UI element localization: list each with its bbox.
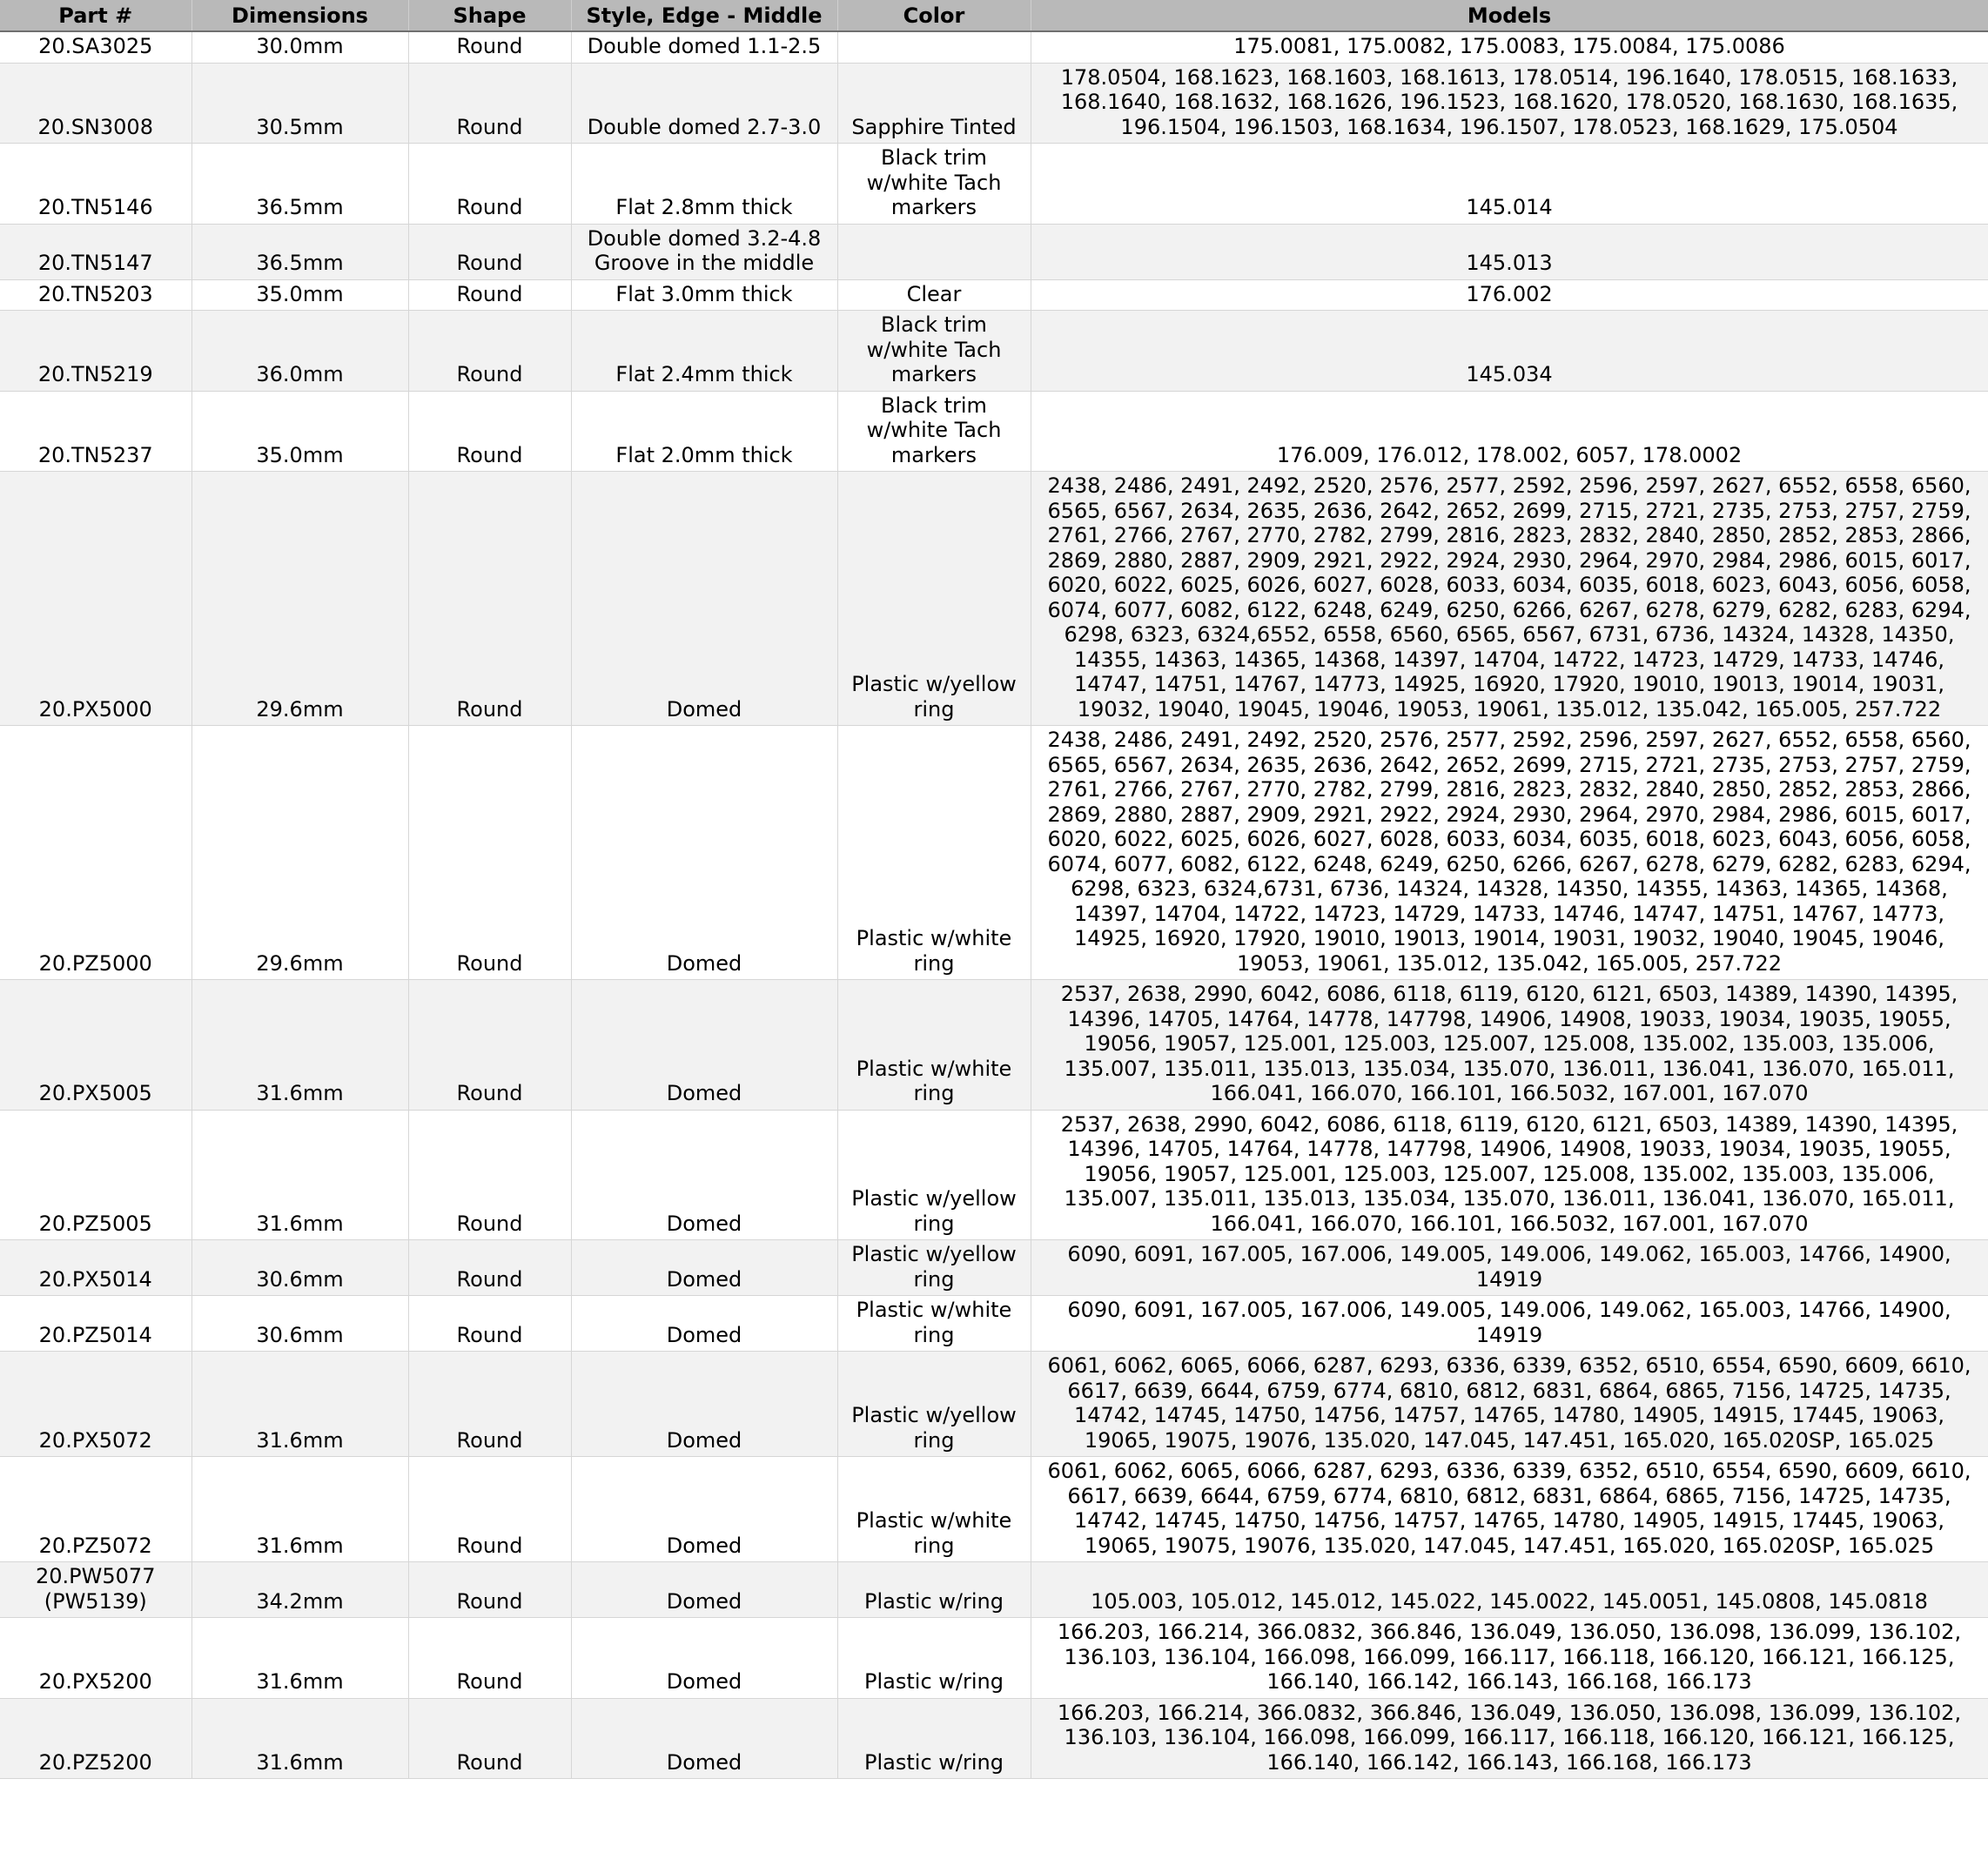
cell-style: Domed xyxy=(571,1562,837,1618)
table-row xyxy=(0,1698,1988,1779)
cell-models: 6061, 6062, 6065, 6066, 6287, 6293, 6336, 6339, 6352, 6510, 6554, 6590, 6609, 6610, 6617, 6639, 6644, 6759, 6774, 6810, 6812, 6831, 6864, 6865, 7156, 14725, 14735, 14742, 14745, 14750, 14756, 14757, 14765, 14780, 14905, 14915, 17445, 19063, 19065, 19075, 19076, 135.020, 147.045, 147.451, 165.020, 165.020SP, 165.025 xyxy=(1031,1352,1988,1457)
cell-style: Flat 2.8mm thick xyxy=(571,144,837,225)
cell-dimensions: 31.6mm xyxy=(191,1698,408,1779)
cell-shape: Round xyxy=(408,472,571,726)
cell-shape: Round xyxy=(408,1562,571,1618)
cell-style: Domed xyxy=(571,472,837,726)
table-row xyxy=(0,31,1988,63)
cell-style: Domed xyxy=(571,1110,837,1240)
cell-models: 166.203, 166.214, 366.0832, 366.846, 136.049, 136.050, 136.098, 136.099, 136.102, 136.103, 136.104, 166.098, 166.099, 166.117, 166.118, 166.120, 166.121, 166.125, 166.140, 166.142, 166.143, 166.168, 166.173 xyxy=(1031,1698,1988,1779)
cell-shape: Round xyxy=(408,63,571,144)
cell-models: 2537, 2638, 2990, 6042, 6086, 6118, 6119, 6120, 6121, 6503, 14389, 14390, 14395, 14396, 14705, 14764, 14778, 147798, 14906, 14908, 19033, 19034, 19035, 19055, 19056, 19057, 125.001, 125.003, 125.007, 125.008, 135.002, 135.003, 135.006, 135.007, 135.011, 135.013, 135.034, 135.070, 136.011, 136.041, 136.070, 165.011, 166.041, 166.070, 166.101, 166.5032, 167.001, 167.070 xyxy=(1031,1110,1988,1240)
cell-shape: Round xyxy=(408,391,571,472)
cell-models: 145.013 xyxy=(1031,224,1988,279)
header-style[interactable]: Style, Edge - Middle xyxy=(571,0,837,31)
header-models[interactable]: Models xyxy=(1031,0,1988,31)
cell-part: 20.TN5146 xyxy=(0,144,191,225)
cell-dimensions: 30.5mm xyxy=(191,63,408,144)
cell-color: Plastic w/ring xyxy=(837,1562,1031,1618)
header-shape[interactable]: Shape xyxy=(408,0,571,31)
cell-style: Domed xyxy=(571,1457,837,1562)
cell-part: 20.TN5237 xyxy=(0,391,191,472)
cell-color: Plastic w/ring xyxy=(837,1698,1031,1779)
cell-dimensions: 31.6mm xyxy=(191,1110,408,1240)
cell-shape: Round xyxy=(408,1618,571,1699)
cell-part: 20.TN5147 xyxy=(0,224,191,279)
cell-color: Black trim w/white Tach markers xyxy=(837,144,1031,225)
table-row xyxy=(0,1352,1988,1457)
cell-part: 20.PX5072 xyxy=(0,1352,191,1457)
cell-color: Black trim w/white Tach markers xyxy=(837,311,1031,392)
cell-shape: Round xyxy=(408,1698,571,1779)
cell-color: Plastic w/white ring xyxy=(837,980,1031,1111)
table-row xyxy=(0,144,1988,225)
cell-dimensions: 31.6mm xyxy=(191,980,408,1111)
table-row xyxy=(0,1618,1988,1699)
table-row xyxy=(0,1562,1988,1618)
cell-models: 176.009, 176.012, 178.002, 6057, 178.0002 xyxy=(1031,391,1988,472)
cell-dimensions: 34.2mm xyxy=(191,1562,408,1618)
cell-dimensions: 36.5mm xyxy=(191,144,408,225)
cell-color: Plastic w/yellow ring xyxy=(837,1240,1031,1296)
table-row xyxy=(0,1110,1988,1240)
cell-part: 20.PX5000 xyxy=(0,472,191,726)
cell-models: 145.014 xyxy=(1031,144,1988,225)
cell-style: Domed xyxy=(571,1698,837,1779)
cell-part: 20.PX5200 xyxy=(0,1618,191,1699)
cell-dimensions: 36.5mm xyxy=(191,224,408,279)
cell-style: Flat 3.0mm thick xyxy=(571,279,837,311)
table-row xyxy=(0,472,1988,726)
cell-color: Plastic w/white ring xyxy=(837,1296,1031,1352)
cell-style: Double domed 3.2-4.8 Groove in the middle xyxy=(571,224,837,279)
cell-color xyxy=(837,224,1031,279)
cell-part: 20.PZ5000 xyxy=(0,726,191,980)
cell-color: Clear xyxy=(837,279,1031,311)
cell-color: Sapphire Tinted xyxy=(837,63,1031,144)
cell-style: Domed xyxy=(571,1618,837,1699)
cell-shape: Round xyxy=(408,144,571,225)
cell-dimensions: 30.6mm xyxy=(191,1240,408,1296)
cell-color: Plastic w/yellow ring xyxy=(837,1352,1031,1457)
cell-part: 20.TN5203 xyxy=(0,279,191,311)
cell-part: 20.PX5014 xyxy=(0,1240,191,1296)
cell-style: Domed xyxy=(571,1352,837,1457)
cell-shape: Round xyxy=(408,1457,571,1562)
cell-part: 20.SA3025 xyxy=(0,31,191,63)
cell-color: Plastic w/yellow ring xyxy=(837,472,1031,726)
cell-part: 20.PZ5072 xyxy=(0,1457,191,1562)
cell-shape: Round xyxy=(408,726,571,980)
cell-part: 20.PZ5014 xyxy=(0,1296,191,1352)
header-part[interactable]: Part # xyxy=(0,0,191,31)
cell-color: Black trim w/white Tach markers xyxy=(837,391,1031,472)
cell-part: 20.PZ5200 xyxy=(0,1698,191,1779)
table-row xyxy=(0,63,1988,144)
cell-dimensions: 36.0mm xyxy=(191,311,408,392)
cell-shape: Round xyxy=(408,279,571,311)
table-row xyxy=(0,726,1988,980)
cell-style: Double domed 2.7-3.0 xyxy=(571,63,837,144)
cell-shape: Round xyxy=(408,1352,571,1457)
cell-dimensions: 30.6mm xyxy=(191,1296,408,1352)
table-row xyxy=(0,1296,1988,1352)
cell-models: 2438, 2486, 2491, 2492, 2520, 2576, 2577, 2592, 2596, 2597, 2627, 6552, 6558, 6560, 6565, 6567, 2634, 2635, 2636, 2642, 2652, 2699, 2715, 2721, 2735, 2753, 2757, 2759, 2761, 2766, 2767, 2770, 2782, 2799, 2816, 2823, 2832, 2840, 2850, 2852, 2853, 2866, 2869, 2880, 2887, 2909, 2921, 2922, 2924, 2930, 2964, 2970, 2984, 2986, 6015, 6017, 6020, 6022, 6025, 6026, 6027, 6028, 6033, 6034, 6035, 6018, 6023, 6043, 6056, 6058, 6074, 6077, 6082, 6122, 6248, 6249, 6250, 6266, 6267, 6278, 6279, 6282, 6283, 6294, 6298, 6323, 6324,6731, 6736, 14324, 14328, 14350, 14355, 14363, 14365, 14368, 14397, 14704, 14722, 14723, 14729, 14733, 14746, 14747, 14751, 14767, 14773, 14925, 16920, 17920, 19010, 19013, 19014, 19031, 19032, 19040, 19045, 19046, 19053, 19061, 135.012, 135.042, 165.005, 257.722 xyxy=(1031,726,1988,980)
cell-dimensions: 35.0mm xyxy=(191,279,408,311)
cell-color: Plastic w/ring xyxy=(837,1618,1031,1699)
cell-part: 20.PX5005 xyxy=(0,980,191,1111)
cell-models: 176.002 xyxy=(1031,279,1988,311)
cell-style: Domed xyxy=(571,1240,837,1296)
cell-shape: Round xyxy=(408,311,571,392)
cell-models: 6090, 6091, 167.005, 167.006, 149.005, 149.006, 149.062, 165.003, 14766, 14900, 14919 xyxy=(1031,1240,1988,1296)
cell-shape: Round xyxy=(408,1296,571,1352)
cell-models: 2438, 2486, 2491, 2492, 2520, 2576, 2577, 2592, 2596, 2597, 2627, 6552, 6558, 6560, 6565, 6567, 2634, 2635, 2636, 2642, 2652, 2699, 2715, 2721, 2735, 2753, 2757, 2759, 2761, 2766, 2767, 2770, 2782, 2799, 2816, 2823, 2832, 2840, 2850, 2852, 2853, 2866, 2869, 2880, 2887, 2909, 2921, 2922, 2924, 2930, 2964, 2970, 2984, 2986, 6015, 6017, 6020, 6022, 6025, 6026, 6027, 6028, 6033, 6034, 6035, 6018, 6023, 6043, 6056, 6058, 6074, 6077, 6082, 6122, 6248, 6249, 6250, 6266, 6267, 6278, 6279, 6282, 6283, 6294, 6298, 6323, 6324,6552, 6558, 6560, 6565, 6567, 6731, 6736, 14324, 14328, 14350, 14355, 14363, 14365, 14368, 14397, 14704, 14722, 14723, 14729, 14733, 14746, 14747, 14751, 14767, 14773, 14925, 16920, 17920, 19010, 19013, 19014, 19031, 19032, 19040, 19045, 19046, 19053, 19061, 135.012, 135.042, 165.005, 257.722 xyxy=(1031,472,1988,726)
cell-models: 105.003, 105.012, 145.012, 145.022, 145.0022, 145.0051, 145.0808, 145.0818 xyxy=(1031,1562,1988,1618)
header-dimensions[interactable]: Dimensions xyxy=(191,0,408,31)
table-row xyxy=(0,311,1988,392)
cell-dimensions: 35.0mm xyxy=(191,391,408,472)
cell-style: Double domed 1.1-2.5 xyxy=(571,31,837,63)
cell-shape: Round xyxy=(408,1110,571,1240)
cell-dimensions: 31.6mm xyxy=(191,1352,408,1457)
cell-part: 20.SN3008 xyxy=(0,63,191,144)
cell-part: 20.TN5219 xyxy=(0,311,191,392)
header-color[interactable]: Color xyxy=(837,0,1031,31)
cell-color: Plastic w/yellow ring xyxy=(837,1110,1031,1240)
cell-color: Plastic w/white ring xyxy=(837,1457,1031,1562)
cell-color xyxy=(837,31,1031,63)
cell-models: 166.203, 166.214, 366.0832, 366.846, 136.049, 136.050, 136.098, 136.099, 136.102, 136.103, 136.104, 166.098, 166.099, 166.117, 166.118, 166.120, 166.121, 166.125, 166.140, 166.142, 166.143, 166.168, 166.173 xyxy=(1031,1618,1988,1699)
cell-dimensions: 31.6mm xyxy=(191,1457,408,1562)
cell-style: Domed xyxy=(571,1296,837,1352)
cell-part: 20.PZ5005 xyxy=(0,1110,191,1240)
cell-shape: Round xyxy=(408,1240,571,1296)
cell-style: Domed xyxy=(571,980,837,1111)
cell-models: 145.034 xyxy=(1031,311,1988,392)
table-row xyxy=(0,980,1988,1111)
table-row xyxy=(0,1457,1988,1562)
cell-style: Domed xyxy=(571,726,837,980)
table-row xyxy=(0,391,1988,472)
cell-style: Flat 2.0mm thick xyxy=(571,391,837,472)
cell-style: Flat 2.4mm thick xyxy=(571,311,837,392)
cell-shape: Round xyxy=(408,31,571,63)
cell-models: 175.0081, 175.0082, 175.0083, 175.0084, 175.0086 xyxy=(1031,31,1988,63)
cell-shape: Round xyxy=(408,224,571,279)
table-row xyxy=(0,279,1988,311)
cell-models: 178.0504, 168.1623, 168.1603, 168.1613, 178.0514, 196.1640, 178.0515, 168.1633, 168.1640, 168.1632, 168.1626, 196.1523, 168.1620, 178.0520, 168.1630, 168.1635, 196.1504, 196.1503, 168.1634, 196.1507, 178.0523, 168.1629, 175.0504 xyxy=(1031,63,1988,144)
header-row xyxy=(0,0,1988,31)
table-row xyxy=(0,1240,1988,1296)
cell-models: 6090, 6091, 167.005, 167.006, 149.005, 149.006, 149.062, 165.003, 14766, 14900, 14919 xyxy=(1031,1296,1988,1352)
cell-models: 2537, 2638, 2990, 6042, 6086, 6118, 6119, 6120, 6121, 6503, 14389, 14390, 14395, 14396, 14705, 14764, 14778, 147798, 14906, 14908, 19033, 19034, 19035, 19055, 19056, 19057, 125.001, 125.003, 125.007, 125.008, 135.002, 135.003, 135.006, 135.007, 135.011, 135.013, 135.034, 135.070, 136.011, 136.041, 136.070, 165.011, 166.041, 166.070, 166.101, 166.5032, 167.001, 167.070 xyxy=(1031,980,1988,1111)
cell-color: Plastic w/white ring xyxy=(837,726,1031,980)
cell-dimensions: 29.6mm xyxy=(191,726,408,980)
cell-dimensions: 30.0mm xyxy=(191,31,408,63)
cell-dimensions: 31.6mm xyxy=(191,1618,408,1699)
cell-shape: Round xyxy=(408,980,571,1111)
table-row xyxy=(0,224,1988,279)
cell-dimensions: 29.6mm xyxy=(191,472,408,726)
cell-models: 6061, 6062, 6065, 6066, 6287, 6293, 6336, 6339, 6352, 6510, 6554, 6590, 6609, 6610, 6617, 6639, 6644, 6759, 6774, 6810, 6812, 6831, 6864, 6865, 7156, 14725, 14735, 14742, 14745, 14750, 14756, 14757, 14765, 14780, 14905, 14915, 17445, 19063, 19065, 19075, 19076, 135.020, 147.045, 147.451, 165.020, 165.020SP, 165.025 xyxy=(1031,1457,1988,1562)
cell-part: 20.PW5077 (PW5139) xyxy=(0,1562,191,1618)
